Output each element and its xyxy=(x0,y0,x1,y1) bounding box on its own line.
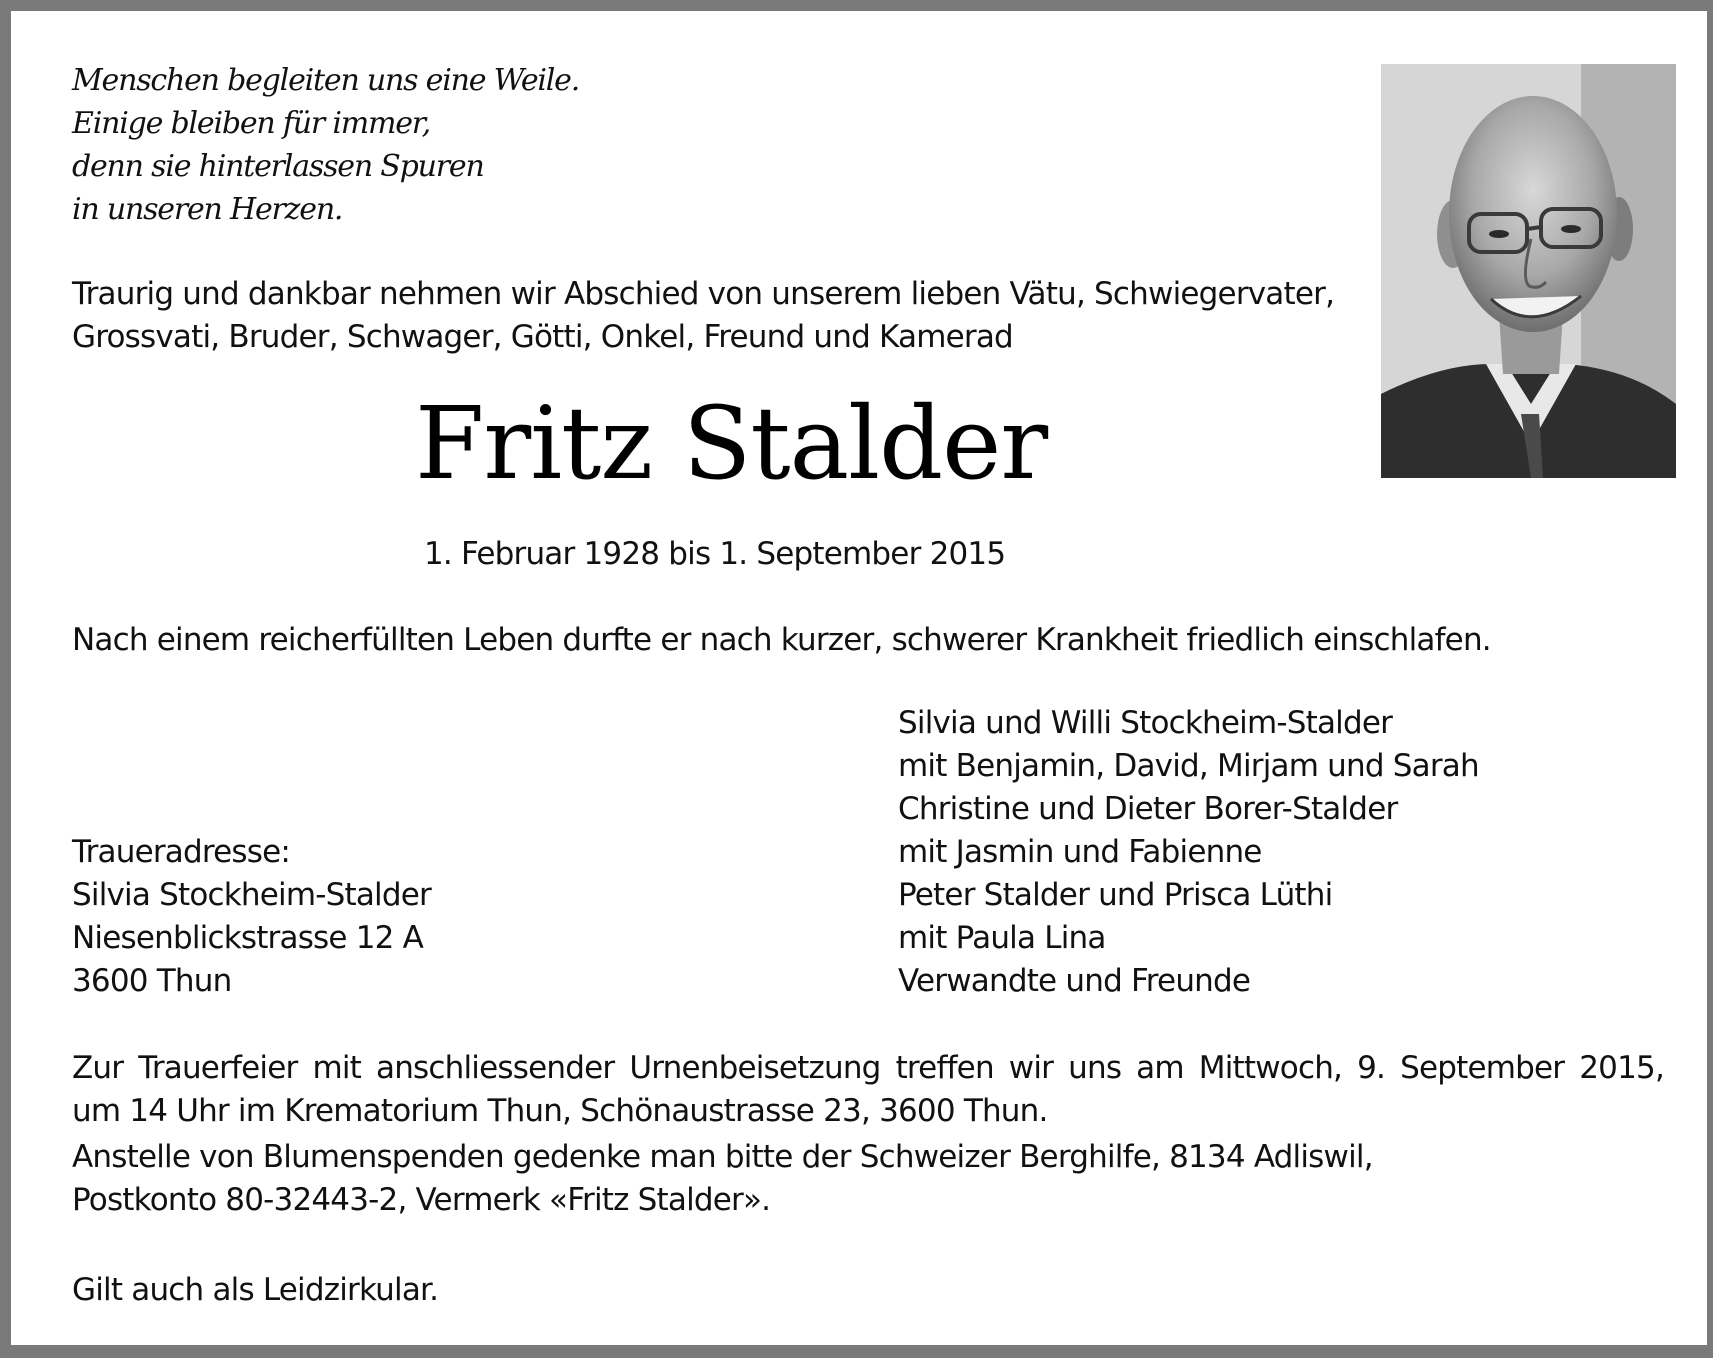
mourning-family-list xyxy=(898,702,1479,1003)
poem-line: Menschen begleiten uns eine Weile. xyxy=(72,63,580,98)
family-line: Christine und Dieter Borer-Stalder xyxy=(898,791,1398,827)
farewell-intro xyxy=(72,273,1334,359)
portrait-illustration xyxy=(1381,64,1676,478)
family-line: Peter Stalder und Prisca Lüthi xyxy=(898,877,1333,913)
address-label: Traueradresse: xyxy=(72,834,291,870)
poem-line: denn sie hinterlassen Spuren xyxy=(72,149,484,184)
circular-note-text: Gilt auch als Leidzirkular. xyxy=(72,1272,439,1308)
life-dates-text: 1. Februar 1928 bis 1. September 2015 xyxy=(424,536,1006,572)
donation-line: Anstelle von Blumenspenden gedenke man bitte der Schweizer Berghilfe, 8134 Adliswil, xyxy=(72,1139,1373,1175)
portrait-photo-icon xyxy=(1381,64,1676,478)
intro-line: Traurig und dankbar nehmen wir Abschied von unserem lieben Vätu, Schwiegervater, xyxy=(72,276,1335,312)
donation-line: Postkonto 80-32443-2, Vermerk «Fritz Stalder». xyxy=(72,1182,771,1218)
donation-info xyxy=(72,1136,1373,1222)
family-line: Verwandte und Freunde xyxy=(898,963,1251,999)
ceremony-line: Zur Trauerfeier mit anschliessender Urnenbeisetzung treffen wir uns am Mittwoch, 9. September 2015, xyxy=(72,1050,1664,1086)
poem-line: in unseren Herzen. xyxy=(72,192,343,227)
intro-line: Grossvati, Bruder, Schwager, Götti, Onkel, Freund und Kamerad xyxy=(72,319,1013,355)
deceased-name: Fritz Stalder xyxy=(415,385,1048,502)
family-line: mit Paula Lina xyxy=(898,920,1106,956)
passing-statement xyxy=(72,619,1491,662)
memorial-poem xyxy=(72,59,579,231)
family-line: Silvia und Willi Stockheim-Stalder xyxy=(898,705,1393,741)
mourning-address xyxy=(72,831,431,1003)
address-line: Niesenblickstrasse 12 A xyxy=(72,920,424,956)
poem-line: Einige bleiben für immer, xyxy=(72,106,430,141)
address-line: 3600 Thun xyxy=(72,963,232,999)
circular-note xyxy=(72,1269,438,1312)
ceremony-line: um 14 Uhr im Krematorium Thun, Schönaustrasse 23, 3600 Thun. xyxy=(72,1093,1048,1129)
family-line: mit Benjamin, David, Mirjam und Sarah xyxy=(898,748,1479,784)
family-line: mit Jasmin und Fabienne xyxy=(898,834,1262,870)
ceremony-info xyxy=(72,1047,1664,1133)
passing-text: Nach einem reicherfüllten Leben durfte er nach kurzer, schwerer Krankheit friedlich einschlafen. xyxy=(72,622,1491,658)
life-dates xyxy=(424,533,1005,576)
address-line: Silvia Stockheim-Stalder xyxy=(72,877,431,913)
